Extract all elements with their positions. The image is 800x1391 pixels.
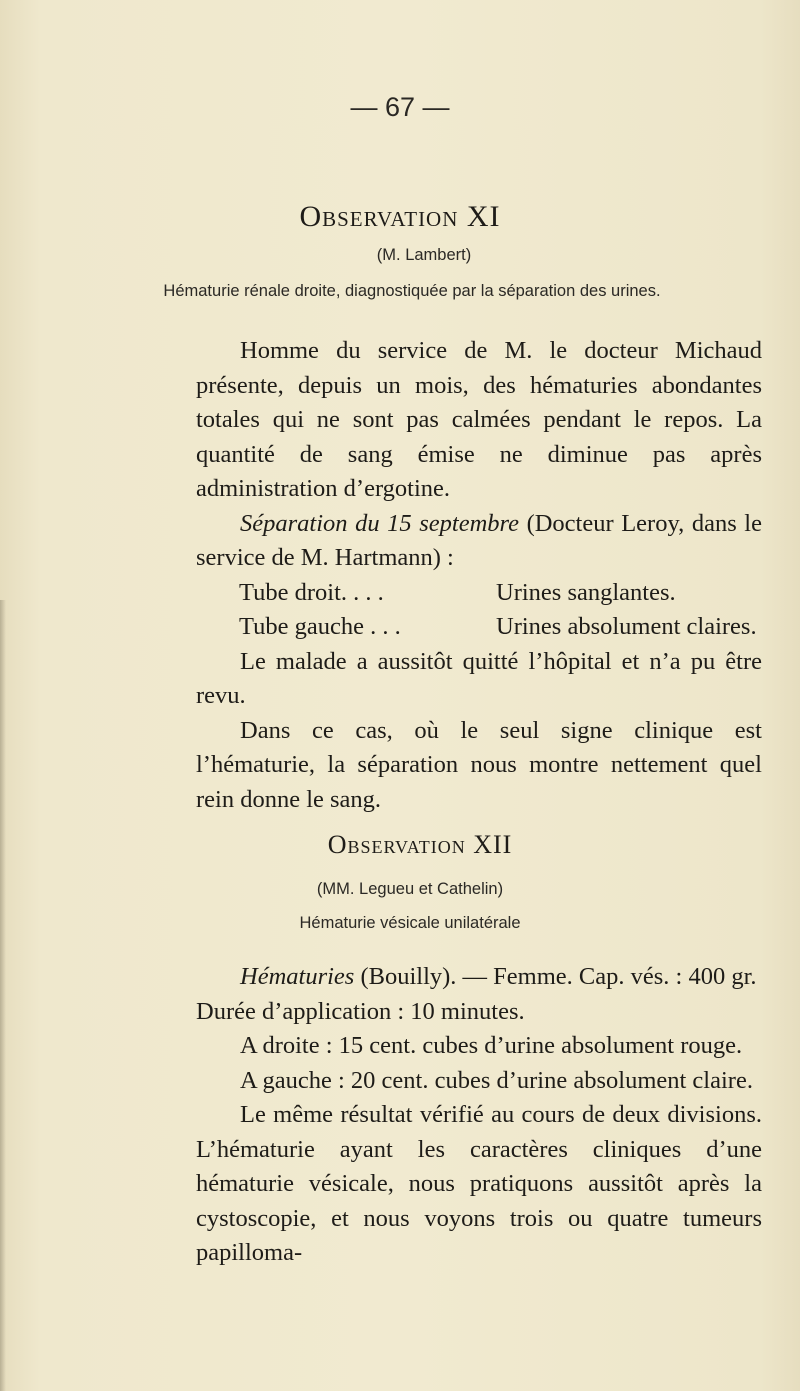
hematuries-label: Hématuries	[240, 963, 355, 990]
observation-12-final-paragraph: Le même résultat vérifié au cours de deux divisions. L’hématurie ayant les caractères cliniques d’une hématurie vésicale, nous pratiquons aussitôt après la cystoscopie, et nous voyons trois ou quatre tumeurs papilloma-	[196, 1101, 762, 1266]
observation-11-paragraph-1: Homme du service de M. le docteur Michaud présente, depuis un mois, des hématuries abondantes totales qui ne sont pas calmées pendant le repos. La quantité de sang émise ne diminue pas après administration d’ergotine.	[196, 337, 762, 502]
separation-date: Séparation du 15 septembre	[240, 509, 520, 537]
observation-11-paragraph-2: Le malade a aussitôt quitté l’hôpital et n’a pu être revu.	[196, 647, 762, 709]
observation-11-paragraph-3: Dans ce cas, où le seul signe clinique est l’hématurie, la séparation nous montre nettement quel rein donne le sang.	[196, 716, 762, 813]
observation-12-title: Observation XII	[327, 830, 513, 859]
observation-11-subtitle: Hématurie rénale droite, diagnostiquée par la séparation des urines.	[163, 282, 661, 300]
tube-left-row	[196, 610, 762, 645]
separation-details: (Docteur Leroy, dans le service de M. Hartmann) :	[196, 509, 762, 571]
tube-left-label: Tube gauche . . .	[239, 613, 401, 640]
observation-11-authors: (M. Lambert)	[376, 246, 472, 264]
right-side-result: A droite : 15 cent. cubes d’urine absolument rouge.	[240, 1032, 743, 1059]
tube-right-label: Tube droit. . . .	[239, 578, 384, 606]
observation-12-hematuries-paragraph	[196, 960, 762, 995]
tube-left-value: Urines absolument claires.	[496, 613, 757, 640]
hematuries-details: (Bouilly). — Femme. Cap. vés. : 400 gr.	[354, 963, 757, 990]
tube-right-value: Urines sanglantes.	[496, 578, 676, 606]
observation-12-body	[196, 960, 762, 1271]
observation-11-separation-paragraph	[196, 507, 762, 576]
page-edge-shadow	[0, 600, 6, 1391]
observation-12-authors: (MM. Legueu et Cathelin)	[316, 880, 504, 898]
observation-12-subtitle: Hématurie vésicale unilatérale	[299, 914, 521, 932]
left-side-result: A gauche : 20 cent. cubes d’urine absolument claire.	[240, 1066, 753, 1094]
duration-line: Durée d’application : 10 minutes.	[196, 997, 525, 1025]
observation-11-body	[196, 334, 762, 817]
page-number: — 67 —	[350, 92, 450, 122]
tube-right-row	[196, 576, 762, 611]
observation-11-title: Observation XI	[299, 200, 501, 233]
